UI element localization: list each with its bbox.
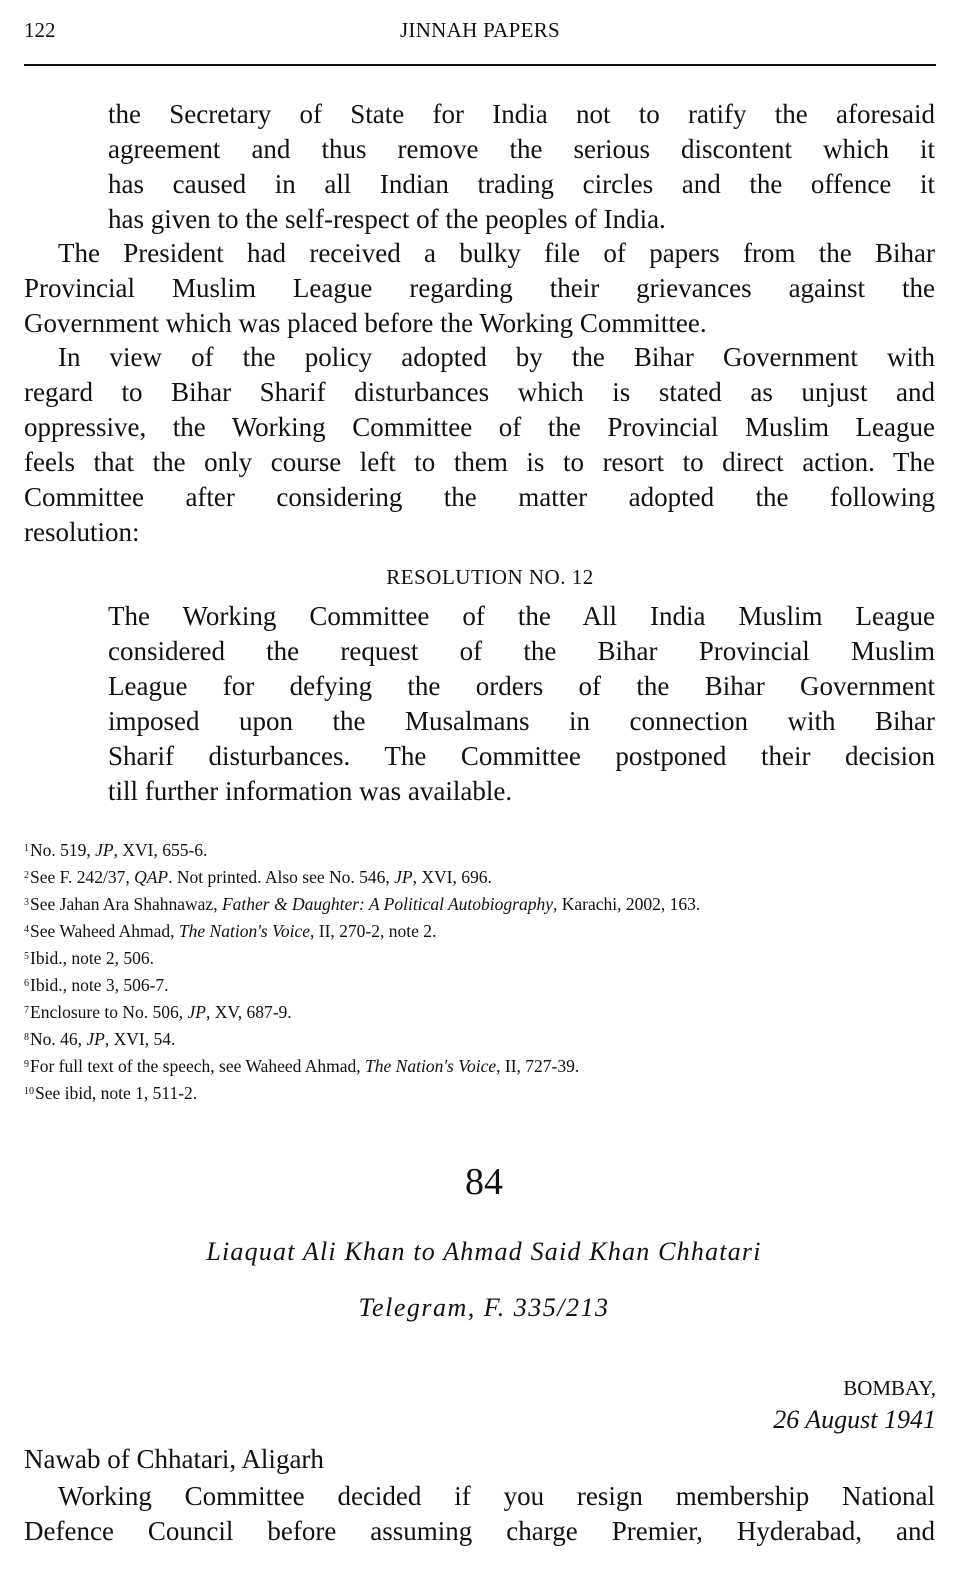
paragraph-bihar-sharif	[24, 340, 935, 549]
paragraph-bihar-file	[24, 236, 935, 341]
text-line: till further information was available.	[108, 775, 513, 806]
resolution-text	[108, 599, 935, 808]
text-line: imposed upon the Musalmans in connection with Bihar	[108, 705, 935, 736]
text-line: Sharif disturbances. The Committee postponed their decision	[108, 740, 935, 771]
quoted-resolution-tail	[108, 97, 935, 237]
footnote: $^8$No. 46, JP, XVI, 54.	[24, 1029, 176, 1049]
footnote: $^9$For full text of the speech, see Waheed Ahmad, The Nation's Voice, II, 727-39.	[24, 1056, 580, 1076]
footnote: $^2$See F. 242/37, QAP. Not printed. Also see No. 546, JP, XVI, 696.	[24, 867, 492, 887]
text-line: League for defying the orders of the Bihar Government	[108, 670, 935, 701]
text-line: considered the request of the Bihar Provincial Muslim	[108, 635, 935, 666]
footnote: $^4$See Waheed Ahmad, The Nation's Voice, II, 270-2, note 2.	[24, 921, 437, 941]
document-reference: Telegram, F. 335/213	[358, 1293, 610, 1322]
resolution-heading: RESOLUTION NO. 12	[386, 565, 594, 589]
text-line: In view of the policy adopted by the Bihar Government with	[58, 342, 935, 372]
text-line: has given to the self-respect of the peoples of India.	[108, 203, 666, 234]
text-line: feels that the only course left to them is to resort to direct action. The	[24, 446, 935, 477]
text-line: Defence Council before assuming charge Premier, Hyderabad, and	[24, 1515, 935, 1546]
text-line: The Working Committee of the All India Muslim League	[108, 601, 935, 631]
text-line: has caused in all Indian trading circles and the offence it	[108, 168, 935, 199]
text-line: resolution:	[24, 516, 140, 547]
text-line: the Secretary of State for India not to ratify the aforesaid	[108, 99, 935, 129]
running-title: JINNAH PAPERS	[399, 18, 561, 42]
text-line: The President had received a bulky file of papers from the Bihar	[58, 238, 935, 268]
document-number: 84	[465, 1161, 503, 1203]
footnotes	[24, 836, 936, 1106]
footnote: $^1$No. 519, JP, XVI, 655-6.	[24, 840, 208, 860]
page-number: 122	[24, 18, 56, 42]
dateline-place: BOMBAY,	[843, 1376, 936, 1400]
header-rule	[24, 64, 936, 66]
footnote: $^6$Ibid., note 3, 506-7.	[24, 975, 169, 995]
text-line: Working Committee decided if you resign membership National	[58, 1481, 935, 1511]
telegram-body	[24, 1479, 935, 1549]
text-line: oppressive, the Working Committee of the Provincial Muslim League	[24, 411, 935, 442]
footnote: $^{10}$See ibid, note 1, 511-2.	[24, 1083, 198, 1103]
footnote: $^5$Ibid., note 2, 506.	[24, 948, 154, 968]
footnote: $^3$See Jahan Ara Shahnawaz, Father & Daughter: A Political Autobiography, Karachi, 2002, 163.	[24, 894, 701, 914]
dateline-date: 26 August 1941	[773, 1405, 936, 1434]
document-title: Liaquat Ali Khan to Ahmad Said Khan Chhatari	[206, 1237, 762, 1266]
addressee: Nawab of Chhatari, Aligarh	[24, 1444, 324, 1474]
text-line: regard to Bihar Sharif disturbances which is stated as unjust and	[24, 376, 935, 407]
page-header	[24, 18, 936, 48]
text-line: Government which was placed before the Working Committee.	[24, 307, 707, 338]
text-line: Provincial Muslim League regarding their grievances against the	[24, 272, 935, 303]
footnote: $^7$Enclosure to No. 506, JP, XV, 687-9.	[24, 1002, 292, 1022]
text-line: agreement and thus remove the serious discontent which it	[108, 133, 935, 164]
text-line: Committee after considering the matter adopted the following	[24, 481, 935, 512]
